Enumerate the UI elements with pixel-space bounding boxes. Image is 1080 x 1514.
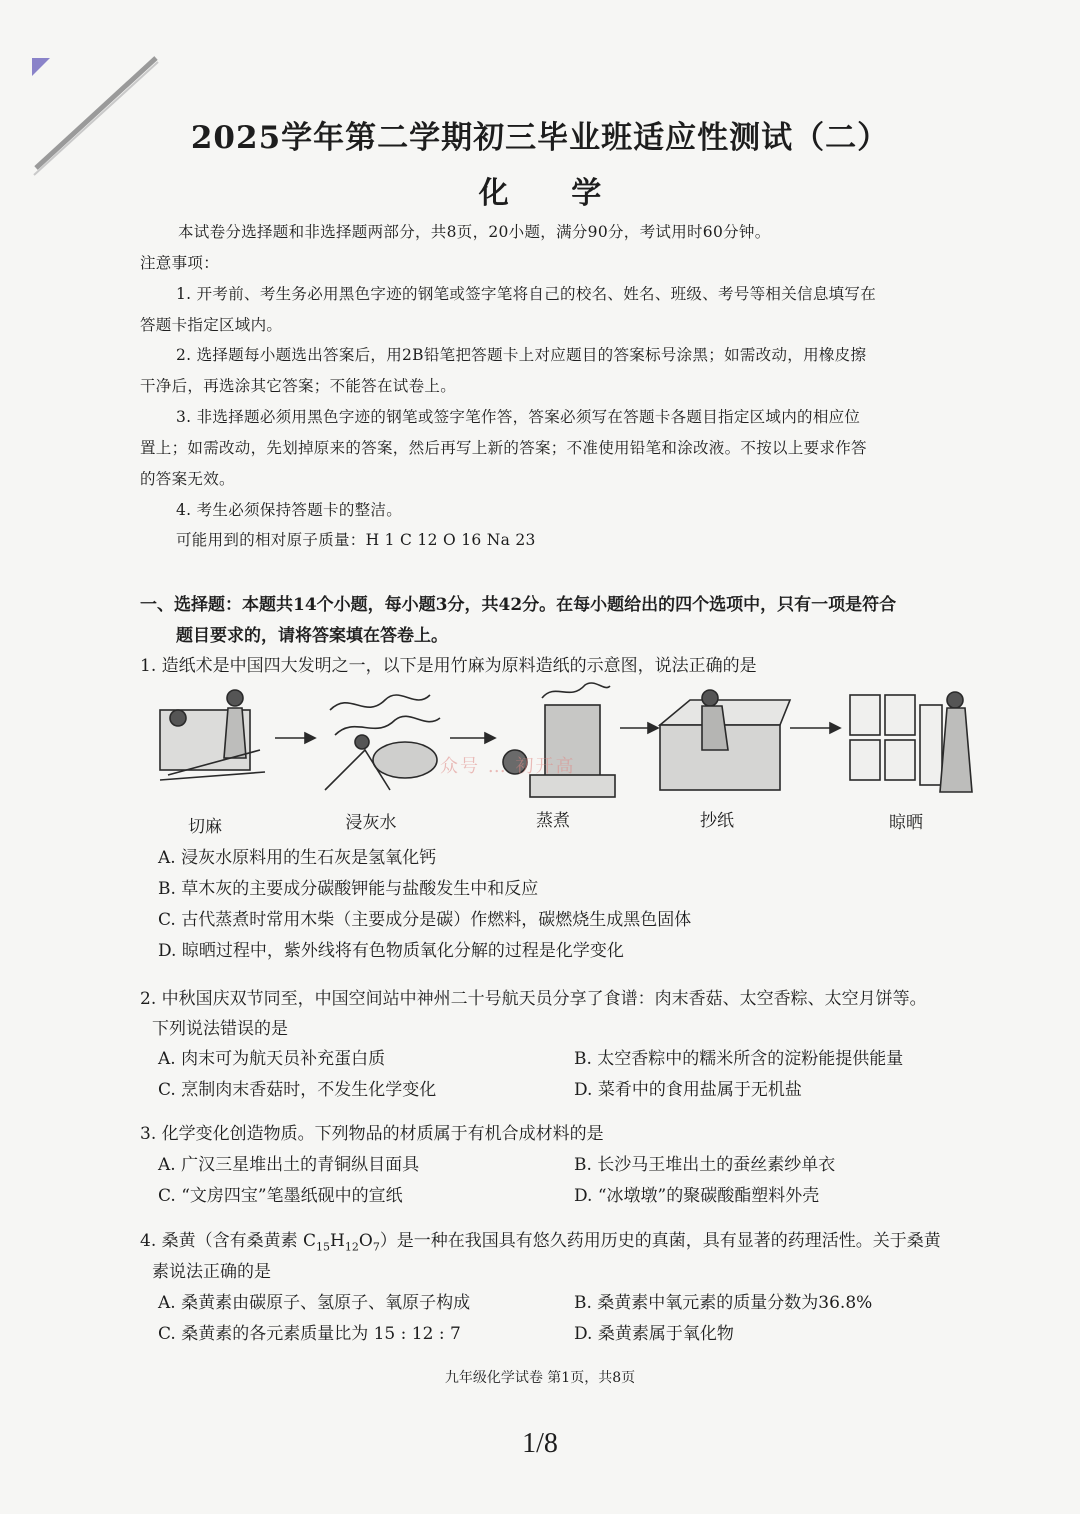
q4-option-d: D. 桑黄素属于氧化物	[574, 1324, 734, 1344]
page-number: 1/8	[522, 1428, 558, 1459]
subject-title: 化 学	[478, 176, 628, 211]
note-3c: 的答案无效。	[140, 470, 235, 488]
section-1-heading-cont: 题目要求的，请将答案填在答卷上。	[176, 626, 448, 646]
q2-option-a: A. 肉末可为航天员补充蛋白质	[158, 1049, 386, 1069]
note-3b: 置上；如需改动，先划掉原来的答案，然后再写上新的答案；不准使用铅笔和涂改液。不按以上要求作答	[140, 439, 867, 457]
q1-option-b: B. 草木灰的主要成分碳酸钾能与盐酸发生中和反应	[158, 879, 539, 899]
question-2-stem-cont: 下列说法错误的是	[152, 1019, 288, 1039]
question-2-stem: 2. 中秋国庆双节同至，中国空间站中神州二十号航天员分享了食谱：肉末香菇、太空香粽、太空月饼等。	[140, 989, 927, 1009]
q2-option-c: C. 烹制肉末香菇时，不发生化学变化	[158, 1080, 437, 1100]
q4-h: H	[330, 1231, 345, 1251]
caption-forming: 抄纸	[700, 811, 734, 831]
q4-option-c: C. 桑黄素的各元素质量比为 15 : 12 : 7	[158, 1324, 461, 1344]
q4-option-b: B. 桑黄素中氧元素的质量分数为36.8%	[574, 1293, 873, 1313]
q4-sub-c: 15	[316, 1240, 331, 1254]
caption-lime-water: 浸灰水	[345, 813, 397, 833]
caption-steaming: 蒸煮	[536, 811, 570, 831]
note-3a: 3. 非选择题必须用黑色字迹的钢笔或签字笔作答，答案必须写在答题卡各题目指定区域内的相应位	[176, 408, 861, 426]
page-footer: 九年级化学试卷 第1页，共8页	[444, 1370, 636, 1386]
question-4-stem	[140, 1226, 941, 1253]
q1-option-a: A. 浸灰水原料用的生石灰是氢氧化钙	[158, 848, 437, 868]
exam-title: 2025学年第二学期初三毕业班适应性测试（二）	[190, 120, 890, 156]
atomic-masses: 可能用到的相对原子质量：H 1 C 12 O 16 Na 23	[176, 531, 536, 549]
q4-stem-start: 4. 桑黄（含有桑黄素 C	[140, 1231, 317, 1251]
q3-option-c: C. “文房四宝”笔墨纸砚中的宣纸	[158, 1186, 403, 1206]
note-1a: 1. 开考前、考生务必用黑色字迹的钢笔或签字笔将自己的校名、姓名、班级、考号等相关信息填写在	[176, 285, 877, 303]
caption-cut-hemp: 切麻	[188, 817, 222, 837]
q4-stem-end: ）是一种在我国具有悠久药用历史的真菌，具有显著的药理活性。关于桑黄	[379, 1231, 941, 1251]
q3-option-a: A. 广汉三星堆出土的青铜纵目面具	[158, 1155, 420, 1175]
q2-option-b: B. 太空香粽中的糯米所含的淀粉能提供能量	[574, 1049, 904, 1069]
section-1-heading: 一、选择题：本题共14个小题，每小题3分，共42分。在每小题给出的四个选项中，只有一项是符合	[140, 595, 897, 615]
caption-drying: 晾晒	[889, 813, 923, 833]
q4-option-a: A. 桑黄素由碳原子、氢原子、氧原子构成	[158, 1293, 471, 1313]
q4-sub-h: 12	[344, 1240, 359, 1254]
q3-option-b: B. 长沙马王堆出土的蚕丝素纱单衣	[574, 1155, 836, 1175]
note-4: 4. 考生必须保持答题卡的整洁。	[176, 501, 403, 519]
q1-option-d: D. 晾晒过程中，紫外线将有色物质氧化分解的过程是化学变化	[158, 941, 624, 961]
watermark: 众号 … 初开高	[440, 756, 576, 777]
note-1b: 答题卡指定区域内。	[140, 316, 283, 334]
q3-option-d: D. “冰墩墩”的聚碳酸酯塑料外壳	[574, 1186, 820, 1206]
note-2a: 2. 选择题每小题选出答案后，用2B铅笔把答题卡上对应题目的答案标号涂黑；如需改动，用橡皮擦	[176, 346, 867, 364]
notes-heading: 注意事项：	[140, 254, 220, 272]
q1-option-c: C. 古代蒸煮时常用木柴（主要成分是碳）作燃料，碳燃烧生成黑色固体	[158, 910, 692, 930]
q4-o: O	[358, 1231, 373, 1251]
q4-sub-o: 7	[372, 1240, 380, 1254]
question-1-stem: 1. 造纸术是中国四大发明之一，以下是用竹麻为原料造纸的示意图，说法正确的是	[140, 656, 757, 676]
question-3-stem: 3. 化学变化创造物质。下列物品的材质属于有机合成材料的是	[140, 1124, 604, 1144]
papermaking-diagram	[150, 680, 980, 810]
intro-line: 本试卷分选择题和非选择题两部分，共8页，20小题，满分90分，考试用时60分钟。	[178, 223, 771, 241]
note-2b: 干净后，再选涂其它答案；不能答在试卷上。	[140, 377, 457, 395]
question-4-stem-cont: 素说法正确的是	[152, 1262, 271, 1282]
q2-option-d: D. 菜肴中的食用盐属于无机盐	[574, 1080, 802, 1100]
